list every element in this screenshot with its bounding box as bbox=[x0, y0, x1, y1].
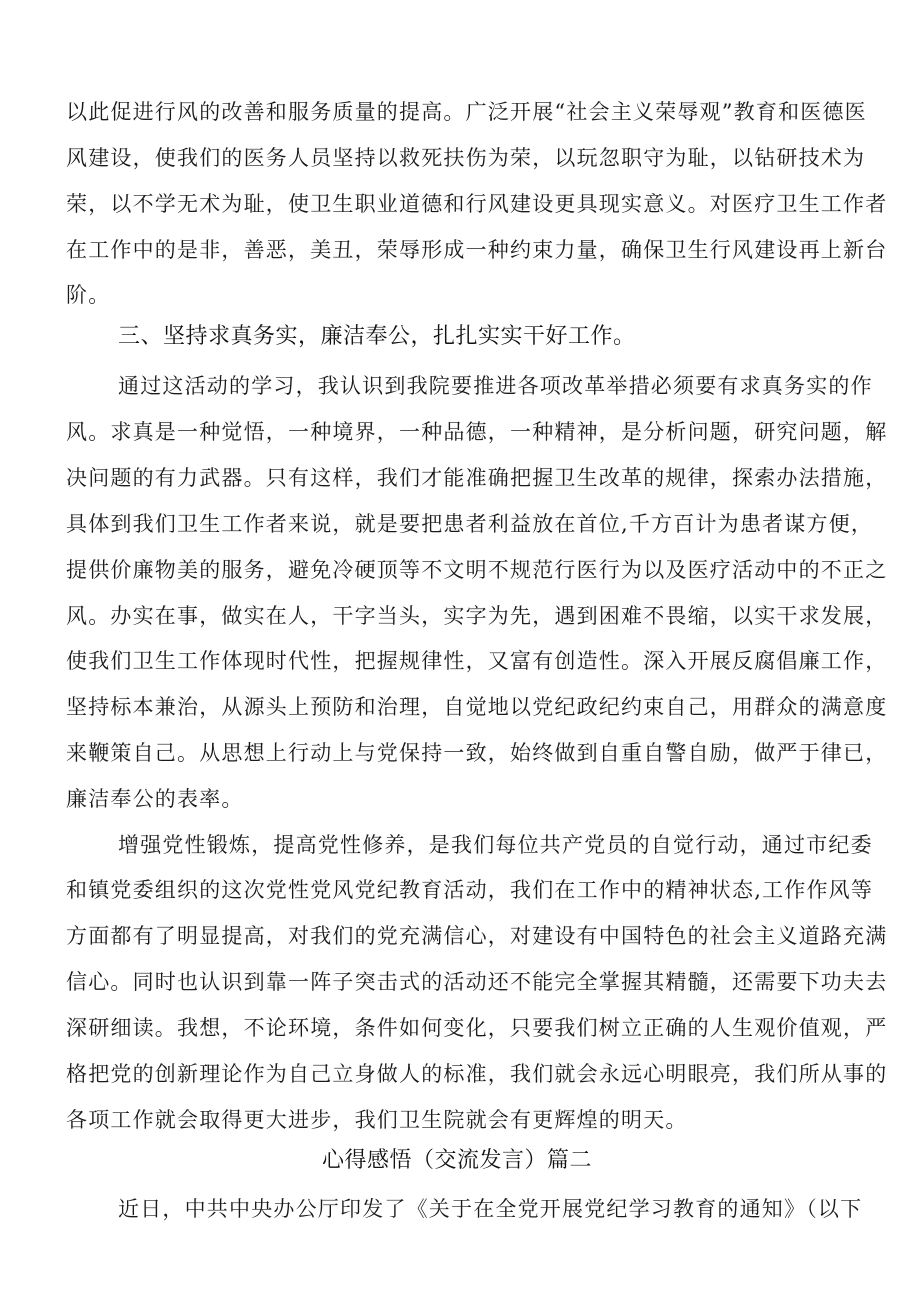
paragraph-line: 廉洁奉公的表率。 bbox=[66, 787, 244, 811]
paragraph-line: 深研细读。我想，不论环境，条件如何变化，只要我们树立正确的人生观价值观，严 bbox=[66, 1016, 888, 1040]
section-heading: 三、坚持求真务实，廉洁奉公，扎扎实实干好工作。 bbox=[118, 324, 636, 349]
paragraph-line: 荣，以不学无术为耻，使卫生职业道德和行风建设更具现实意义。对医疗卫生工作者 bbox=[66, 192, 888, 216]
paragraph-line: 信心。同时也认识到靠一阵子突击式的活动还不能完全掌握其精髓，还需要下功夫去 bbox=[66, 970, 888, 994]
paragraph-line: 提供价廉物美的服务，避免冷硬顶等不文明不规范行医行为以及医疗活动中的不正之 bbox=[66, 558, 888, 582]
paragraph-line: 坚持标本兼治，从源头上预防和治理，自觉地以党纪政纪约束自己，用群众的满意度 bbox=[66, 695, 888, 719]
paragraph-line: 具体到我们卫生工作者来说，就是要把患者利益放在首位,千方百计为患者谋方便， bbox=[66, 512, 874, 536]
paragraph-line: 风。求真是一种觉悟，一种境界，一种品德，一种精神，是分析问题，研究问题，解 bbox=[66, 420, 888, 444]
paragraph-line: 以此促进行风的改善和服务质量的提高。广泛开展“社会主义荣辱观”教育和医德医 bbox=[66, 100, 867, 124]
paragraph-line: 方面都有了明显提高，对我们的党充满信心，对建设有中国特色的社会主义道路充满 bbox=[66, 924, 888, 948]
paragraph-line: 来鞭策自己。从思想上行动上与党保持一致，始终做到自重自警自励，做严于律已， bbox=[66, 741, 888, 765]
paragraph-line: 增强党性锻炼，提高党性修养，是我们每位共产党员的自觉行动，通过市纪委 bbox=[118, 833, 873, 857]
paragraph-line: 格把党的创新理论作为自己立身做人的标准，我们就会永远心明眼亮，我们所从事的 bbox=[66, 1062, 888, 1086]
article-title: 心得感悟（交流发言）篇二 bbox=[322, 1148, 593, 1173]
paragraph-line: 和镇党委组织的这次党性党风党纪教育活动，我们在工作中的精神状态,工作作风等 bbox=[66, 878, 874, 902]
paragraph-line: 阶。 bbox=[66, 283, 111, 307]
paragraph-line: 各项工作就会取得更大进步，我们卫生院就会有更辉煌的明天。 bbox=[66, 1108, 688, 1132]
paragraph-line: 通过这活动的学习，我认识到我院要推进各项改革举措必须要有求真务实的作 bbox=[118, 374, 873, 398]
paragraph-line: 近日，中共中央办公厅印发了《关于在全党开展党纪学习教育的通知》（以下 bbox=[118, 1197, 863, 1221]
paragraph-line: 使我们卫生工作体现时代性，把握规律性，又富有创造性。深入开展反腐倡廉工作， bbox=[66, 649, 888, 673]
paragraph-line: 决问题的有力武器。只有这样，我们才能准确把握卫生改革的规律，探索办法措施， bbox=[66, 466, 888, 490]
paragraph-line: 在工作中的是非，善恶，美丑，荣辱形成一种约束力量，确保卫生行风建设再上新台 bbox=[66, 238, 888, 262]
paragraph-line: 风建设，使我们的医务人员坚持以救死扶伤为荣，以玩忽职守为耻，以钻研技术为 bbox=[66, 146, 866, 170]
paragraph-line: 风。办实在事，做实在人，干字当头，实字为先，遇到困难不畏缩，以实干求发展， bbox=[66, 604, 888, 628]
